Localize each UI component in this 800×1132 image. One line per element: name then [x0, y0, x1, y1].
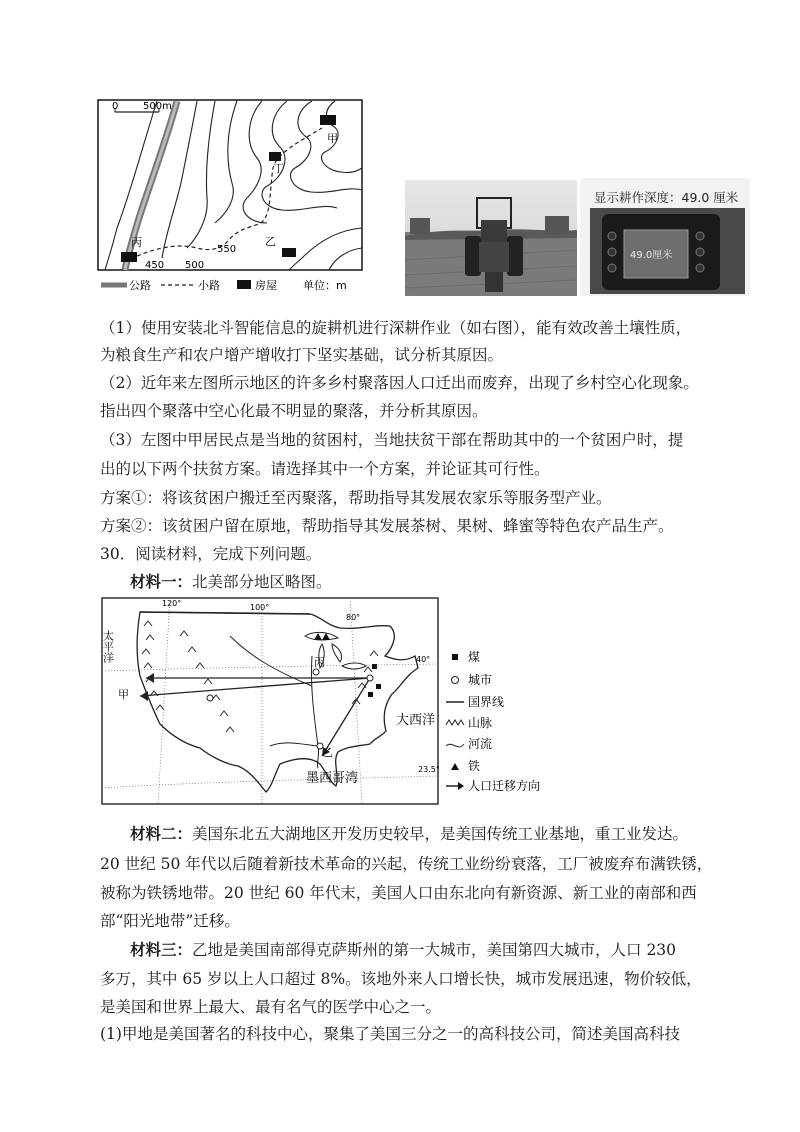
material2-line4: 部“阳光地带”迁移。	[100, 912, 240, 930]
q30-material1	[130, 572, 740, 592]
material1-text: 北美部分地区略图。	[192, 573, 332, 591]
map-label-jia: 甲	[118, 688, 129, 701]
material3-line2: 多万，其中 65 岁以上人口超过 8%。该地外来人口增长快，城市发展迅速，物价较低，	[100, 970, 702, 988]
legend-house: 房屋	[255, 279, 277, 292]
q29-part2-line2: 指出四个聚落中空心化最不明显的聚落，并分析其原因。	[100, 402, 488, 420]
map-label-yi: 乙	[322, 746, 333, 759]
material1-label: 材料一：	[130, 572, 193, 591]
label-ding: 丁	[273, 162, 284, 175]
lon-100: 100°	[250, 603, 270, 612]
material2-text1: 美国东北五大湖地区开发历史较早，是美国传统工业基地，重工业发达。	[192, 825, 689, 843]
contour-legend	[101, 278, 347, 292]
legend-road: 公路	[129, 279, 151, 292]
tractor-photo	[405, 180, 577, 296]
depth-display-photo	[580, 178, 750, 296]
material2-line2: 20 世纪 50 年代以后随着新技术革命的兴起，传统工业纷纷衰落，工厂被废弃布满铁锈，	[100, 855, 713, 873]
scale-label: 500m	[143, 101, 172, 112]
legend-unit: 单位：m	[303, 279, 347, 292]
house-bing	[121, 252, 137, 262]
material3-line3: 是美国和世界上最大、最有名气的医学中心之一。	[100, 998, 442, 1016]
material2-line3: 被称为铁锈地带。20 世纪 60 年代末，美国人口由东北向有新资源、新工业的南部和西	[100, 884, 697, 902]
label-gulf: 墨西哥湾	[306, 771, 359, 786]
house-jia	[320, 115, 336, 125]
house-yi	[282, 248, 296, 257]
legend-iron: 铁	[468, 759, 481, 773]
q29-part1-line2: 为粮食生产和农户增产增收打下坚实基础，试分析其原因。	[100, 346, 504, 364]
na-map-legend	[446, 649, 540, 793]
material2-line1	[130, 824, 740, 844]
lon-120: 120°	[162, 599, 182, 608]
contour-label-450: 450	[145, 260, 165, 271]
material3-text1: 乙地是美国南部得克萨斯州的第一大城市，美国第四大城市，人口 230	[192, 941, 677, 959]
lat-40: 40°	[416, 655, 431, 664]
legend-river: 河流	[468, 737, 493, 751]
material2-label: 材料二：	[130, 824, 193, 843]
material3-line1	[130, 940, 740, 960]
screen-depth-reading: 49.0厘米	[630, 250, 673, 261]
contour-label-550: 550	[217, 244, 237, 255]
legend-city: 城市	[468, 673, 493, 687]
q30-intro: 30．阅读材料，完成下列问题。	[100, 545, 322, 563]
lat-23-5: 23.5°	[418, 765, 440, 774]
legend-migration: 人口迁移方向	[468, 779, 541, 793]
q30-part1-line1: (1)甲地是美国著名的科技中心，聚集了美国三分之一的高科技公司，简述美国高科技	[100, 1025, 680, 1043]
legend-border: 国界线	[468, 695, 505, 709]
north-america-map	[100, 596, 560, 806]
legend-coal: 煤	[468, 650, 481, 664]
contour-map	[97, 98, 365, 300]
display-depth-caption: 显示耕作深度：49.0 厘米	[594, 190, 739, 205]
label-bing: 丙	[131, 236, 142, 249]
q29-part2-line1: （2）近年来左图所示地区的许多乡村聚落因人口迁出而废弃，出现了乡村空心化现象。	[100, 374, 699, 392]
q29-plan1: 方案①：将该贫困户搬迁至丙聚落，帮助指导其发展农家乐等服务型产业。	[100, 489, 612, 507]
material3-label: 材料三：	[130, 940, 193, 959]
label-yi: 乙	[265, 235, 276, 248]
label-jia: 甲	[327, 132, 338, 145]
legend-mountain: 山脉	[468, 716, 493, 730]
label-pacific: 太平洋	[101, 630, 115, 663]
q29-part3-line2: 出的以下两个扶贫方案。请选择其中一个方案，并论证其可行性。	[100, 460, 550, 478]
q29-plan2: 方案②：该贫困户留在原地，帮助指导其发展茶树、果树、蜂蜜等特色农产品生产。	[100, 517, 674, 535]
label-atlantic: 大西洋	[396, 713, 436, 728]
q29-part1-line1: （1）使用安装北斗智能信息的旋耕机进行深耕作业（如右图），能有效改善土壤性质，	[100, 319, 692, 337]
house-ding	[269, 152, 281, 161]
legend-path: 小路	[198, 279, 220, 292]
q29-part3-line1: （3）左图中甲居民点是当地的贫困村，当地扶贫干部在帮助其中的一个贫困户时，提	[100, 431, 684, 449]
map-label-bing: 丙	[314, 656, 325, 669]
scale-zero: 0	[112, 101, 119, 112]
contour-label-500: 500	[185, 260, 205, 271]
lon-80: 80°	[346, 613, 361, 622]
